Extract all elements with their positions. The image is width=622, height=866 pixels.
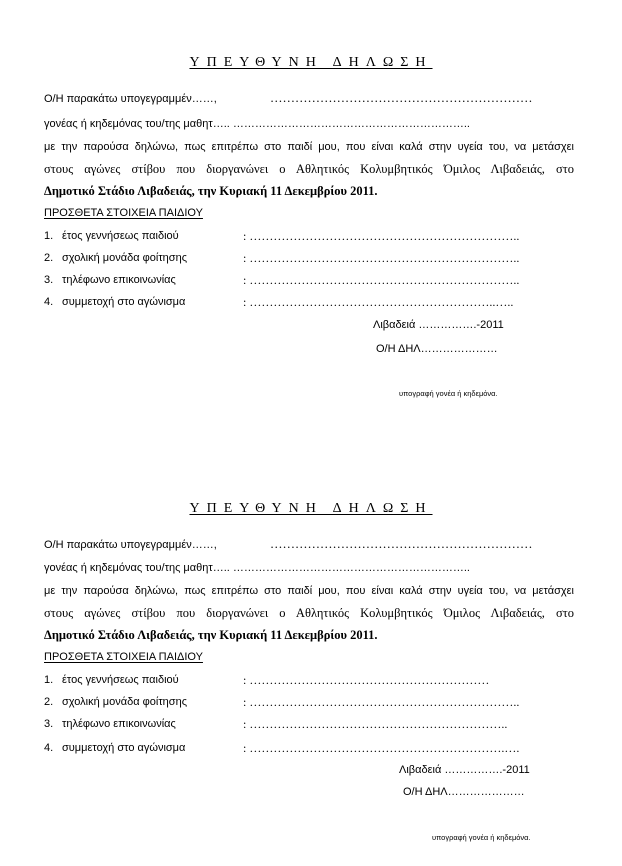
form-title: ΥΠΕΥΘΥΝΗ ΔΗΛΩΣΗ (189, 501, 433, 516)
item-number: 4. (44, 296, 54, 308)
declarant-signature-line[interactable]: Ο/Η ΔΗΛ………………… (403, 786, 525, 798)
declarant-name-line (44, 536, 533, 553)
declarant-signature-line[interactable]: Ο/Η ΔΗΛ………………… (376, 343, 498, 355)
guardian-line[interactable]: γονέας ή κηδεμόνας του/της μαθητ….. ……………………………………………………….. (44, 562, 470, 574)
birth-year-label: έτος γεννήσεως παιδιού (62, 674, 179, 686)
declaration-text-line-2: στους αγώνες στίβου που διοργανώνει ο Αθλητικός Κολυμβητικός Όμιλος Λιβαδειάς, στο (44, 606, 574, 620)
declarant-name-line (44, 90, 533, 107)
declarant-name-field[interactable]: ……………………………………………………… (270, 537, 533, 551)
place-date[interactable]: Λιβαδειά …………….-2011 (399, 764, 530, 776)
declaration-text-bold: Δημοτικό Στάδιο Λιβαδειάς, την Κυριακή 11 Δεκεμβρίου 2011. (44, 184, 378, 198)
section-heading: ΠΡΟΣΘΕΤΑ ΣΤΟΙΧΕΙΑ ΠΑΙΔΙΟΥ (44, 651, 203, 663)
place-date[interactable]: Λιβαδειά …………….-2011 (373, 319, 504, 331)
school-unit-field[interactable]: : ………………………………………………………….. (243, 695, 520, 709)
guardian-line[interactable]: γονέας ή κηδεμόνας του/της μαθητ….. ……………………………………………………….. (44, 118, 470, 130)
item-number: 1. (44, 674, 54, 686)
declaration-text-bold: Δημοτικό Στάδιο Λιβαδειάς, την Κυριακή 11 Δεκεμβρίου 2011. (44, 628, 378, 642)
declarant-name-field[interactable]: ……………………………………………………… (270, 91, 533, 105)
school-unit-label: σχολική μονάδα φοίτησης (62, 252, 188, 264)
phone-field[interactable]: : ……………………………………………………….. (243, 717, 508, 731)
item-number: 2. (44, 252, 54, 264)
item-number: 1. (44, 230, 54, 242)
event-label: συμμετοχή στο αγώνισμα (62, 296, 186, 308)
phone-label: τηλέφωνο επικοινωνίας (62, 274, 176, 286)
declaration-text-line-1: με την παρούσα δηλώνω, πως επιτρέπω στο παιδί μου, που είναι καλά στην υγεία του, να μετάσχει (44, 141, 574, 153)
declaration-text-line-2: στους αγώνες στίβου που διοργανώνει ο Αθλητικός Κολυμβητικός Όμιλος Λιβαδειάς, στο (44, 162, 574, 176)
item-number: 3. (44, 274, 54, 286)
birth-year-label: έτος γεννήσεως παιδιού (62, 230, 179, 242)
signature-caption: υπογραφή γονέα ή κηδεμόνα. (432, 833, 531, 842)
school-unit-field[interactable]: : ………………………………………………………….. (243, 251, 520, 265)
signature-caption: υπογραφή γονέα ή κηδεμόνα. (399, 389, 498, 398)
event-field[interactable]: : ……………………………………………………..….. (243, 295, 514, 309)
birth-year-field[interactable]: : ………………………………………………………….. (243, 229, 520, 243)
declarant-name-label: Ο/Η παρακάτω υπογεγραμμέν……, (44, 93, 217, 105)
event-label: συμμετοχή στο αγώνισμα (62, 742, 186, 754)
phone-field[interactable]: : ………………………………………………………….. (243, 273, 520, 287)
declaration-text-line-1: με την παρούσα δηλώνω, πως επιτρέπω στο παιδί μου, που είναι καλά στην υγεία του, να μετάσχει (44, 585, 574, 597)
item-number: 3. (44, 718, 54, 730)
event-field[interactable]: : ……………………………………………………….…. (243, 741, 520, 755)
school-unit-label: σχολική μονάδα φοίτησης (62, 696, 188, 708)
section-heading: ΠΡΟΣΘΕΤΑ ΣΤΟΙΧΕΙΑ ΠΑΙΔΙΟΥ (44, 207, 203, 219)
phone-label: τηλέφωνο επικοινωνίας (62, 718, 176, 730)
item-number: 4. (44, 742, 54, 754)
birth-year-field[interactable]: : …………………………………………………… (243, 673, 490, 687)
declarant-name-label: Ο/Η παρακάτω υπογεγραμμέν……, (44, 539, 217, 551)
form-title: ΥΠΕΥΘΥΝΗ ΔΗΛΩΣΗ (189, 55, 433, 70)
item-number: 2. (44, 696, 54, 708)
